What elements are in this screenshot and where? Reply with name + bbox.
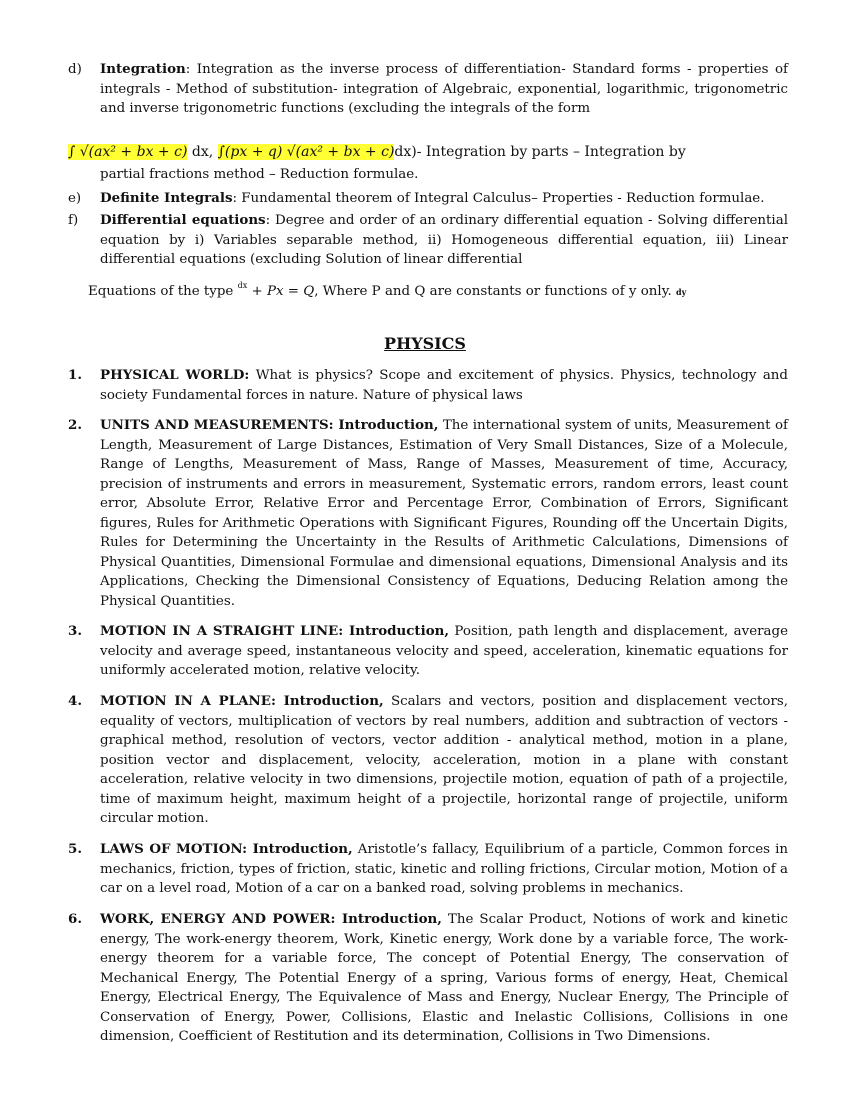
- integral-formulas: [68, 141, 788, 163]
- item-number: 3.: [68, 623, 82, 639]
- item-number: 1.: [68, 367, 82, 383]
- item-label: d): [68, 62, 82, 77]
- item-text: Aristotle’s fallacy, Equilibrium of a particle, Common forces in mechanics, friction, types of friction, static, kinetic and rolling frictions, Circular motion, Motion of a car on a level road, Motion of a car on a banked road, solving problems in mechanics.: [100, 842, 789, 896]
- integral-formula-1: ∫ √(ax² + bx + c): [68, 144, 188, 160]
- math-item-d: [68, 60, 788, 119]
- math-item-e: [68, 189, 788, 209]
- physics-item-1: [68, 366, 788, 405]
- item-intro: Introduction,: [275, 693, 384, 709]
- integral-formula-1-suffix: dx,: [187, 144, 214, 160]
- physics-item-5: [68, 840, 788, 899]
- item-text: : Integration as the inverse process of differentiation- Standard forms - properties of integrals - Method of substitution- integration of Algebraic, exponential, logarithmic, trigonometric and inverse trigonometric functions (excluding the integrals of the form: [100, 62, 788, 116]
- physics-heading: PHYSICS: [384, 334, 466, 353]
- integration-tail: partial fractions method – Reduction formulae.: [100, 167, 419, 182]
- item-number: 6.: [68, 911, 82, 927]
- item-text: The international system of units, Measurement of Length, Measurement of Large Distances, Estimation of Very Small Distances, Size of a Molecule, Range of Lengths, Measurement of Mass, Range of Masses, Measurement of time, Accuracy, precision of instruments and errors in measurement, Systematic errors, random errors, least count error, Absolute Error, Relative Error and Percentage Error, Combination of Errors, Significant figures, Rules for Arithmetic Operations with Significant Figures, Rounding off the Uncertain Digits, Rules for Determining the Uncertainty in the Results of Arithmetic Calculations, Dimensions of Physical Quantities, Dimensional Formulae and dimensional equations, Dimensional Analysis and its Applications, Checking the Dimensional Consistency of Equations, Deducing Relation among the Physical Quantities.: [100, 418, 788, 609]
- physics-item-4: [68, 692, 788, 829]
- item-title: MOTION IN A PLANE:: [100, 693, 276, 709]
- item-title: Differential equations: [100, 212, 266, 228]
- integral-formula-2: ∫(px + q) √(ax² + bx + c): [217, 144, 395, 160]
- differential-equation-line: [88, 276, 788, 303]
- item-number: 4.: [68, 693, 82, 709]
- physics-item-6: [68, 910, 788, 1047]
- physics-item-3: [68, 622, 788, 681]
- item-title: Integration: [100, 61, 186, 77]
- item-intro: Introduction,: [333, 417, 439, 433]
- item-title: WORK, ENERGY AND POWER:: [100, 911, 336, 927]
- eq-dx: dx: [237, 281, 248, 290]
- item-title: UNITS AND MEASUREMENTS:: [100, 417, 334, 433]
- eq-expression: + Px = Q: [247, 284, 315, 299]
- item-label: f): [68, 213, 79, 228]
- eq-suffix: , Where P and Q are constants or functions of y only.: [314, 284, 672, 299]
- math-item-f: [68, 211, 788, 270]
- item-title: MOTION IN A STRAIGHT LINE:: [100, 623, 344, 639]
- item-text: Scalars and vectors, position and displacement vectors, equality of vectors, multiplication of vectors by real numbers, addition and subtraction of vectors - graphical method, resolution of vectors, vector addition - analytical method, motion in a plane, position vector and displacement, velocity, acceleration, motion in a plane with constant acceleration, relative velocity in two dimensions, projectile motion, equation of path of a projectile, time of maximum height, maximum height of a projectile, horizontal range of projectile, uniform circular motion.: [100, 694, 788, 826]
- item-text: What is physics? Scope and excitement of physics. Physics, technology and society Fundamental forces in nature. Nature of physical laws: [100, 368, 789, 403]
- item-title: LAWS OF MOTION:: [100, 841, 248, 857]
- item-intro: Introduction,: [335, 911, 442, 927]
- item-label: e): [68, 191, 82, 206]
- item-text: Position, path length and displacement, average velocity and average speed, instantaneous velocity and speed, acceleration, kinematic equations for uniformly accelerated motion, relative velocity.: [100, 624, 789, 678]
- physics-item-2: [68, 416, 788, 611]
- item-intro: Introduction,: [247, 841, 353, 857]
- eq-prefix: Equations of the type: [88, 284, 234, 299]
- item-text: : Fundamental theorem of Integral Calculus– Properties - Reduction formulae.: [232, 191, 765, 206]
- eq-dy: dy: [676, 287, 687, 297]
- item-text: The Scalar Product, Notions of work and kinetic energy, The work-energy theorem, Work, Kinetic energy, Work done by a variable force, The work-energy theorem for a variable force, The concept of Potential Energy, The conservation of Mechanical Energy, The Potential Energy of a spring, Various forms of energy, Heat, Chemical Energy, Electrical Energy, The Equivalence of Mass and Energy, Nuclear Energy, The Principle of Conservation of Energy, Power, Collisions, Elastic and Inelastic Collisions, Collisions in one dimension, Coefficient of Restitution and its determination, Collisions in Two Dimensions.: [100, 912, 789, 1044]
- item-text: : Degree and order of an ordinary differential equation - Solving differential equation by i) Variables separable method, ii) Homogeneous differential equation, iii) Linear differential equations (excluding Solution of linear differential: [100, 213, 788, 267]
- item-title: PHYSICAL WORLD:: [100, 367, 250, 383]
- item-number: 5.: [68, 841, 82, 857]
- item-intro: Introduction,: [343, 623, 450, 639]
- item-number: 2.: [68, 417, 82, 433]
- integral-formula-2-suffix: dx)- Integration by parts – Integration by: [394, 144, 686, 160]
- item-title: Definite Integrals: [100, 190, 233, 206]
